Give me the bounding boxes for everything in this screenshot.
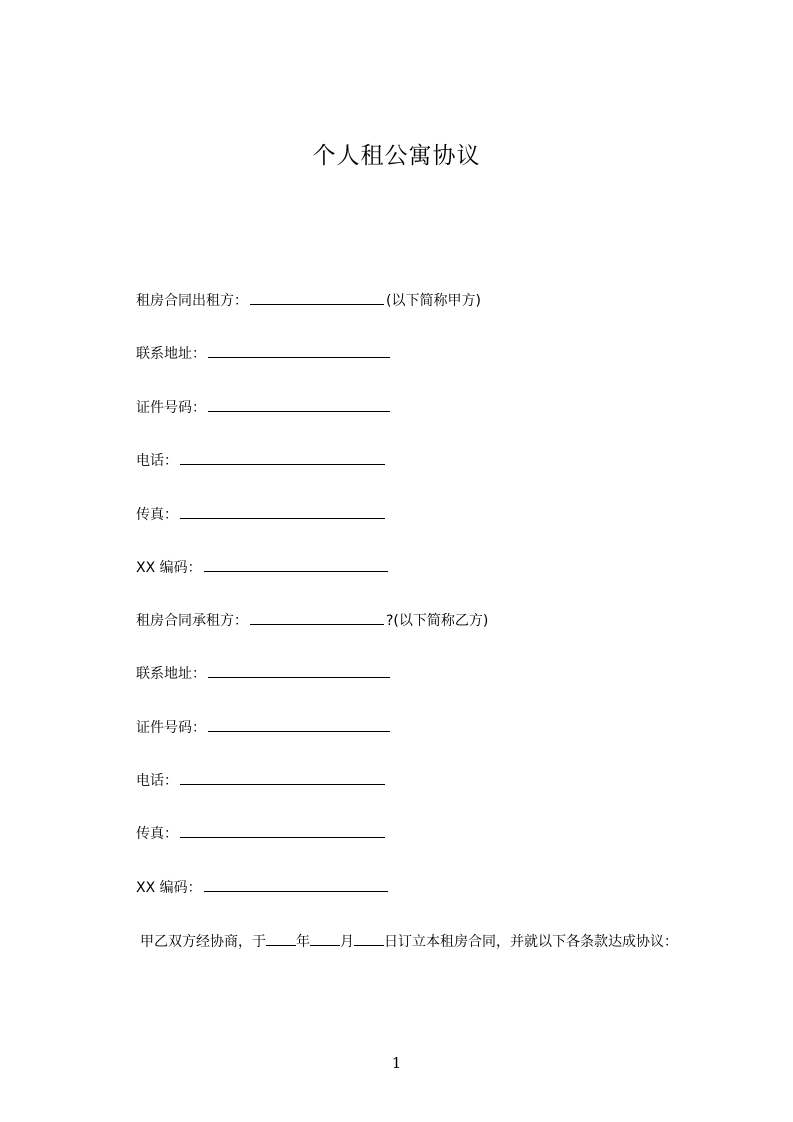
lessee-id-label: 证件号码： bbox=[136, 720, 206, 736]
lessor-id-label: 证件号码： bbox=[136, 400, 206, 416]
page-number: 1 bbox=[391, 1054, 402, 1072]
lessee-phone-label: 电话： bbox=[136, 773, 178, 789]
lessee-address-label: 联系地址： bbox=[136, 666, 206, 682]
lessor-address-blank[interactable] bbox=[208, 342, 390, 358]
agreement-text-part1: 甲乙双方经协商，于 bbox=[140, 934, 266, 950]
agreement-paragraph bbox=[104, 930, 704, 955]
lessor-postcode-label: XX 编码： bbox=[136, 560, 202, 576]
lessor-id-blank[interactable] bbox=[208, 396, 390, 412]
lessor-name-blank[interactable] bbox=[250, 289, 384, 305]
month-label: 月 bbox=[340, 934, 354, 950]
lessor-id-field bbox=[136, 396, 390, 419]
lessor-address-field bbox=[136, 342, 390, 365]
year-blank[interactable] bbox=[266, 930, 296, 946]
lessee-postcode-label: XX 编码： bbox=[136, 880, 202, 896]
year-label: 年 bbox=[296, 934, 310, 950]
lessee-fax-label: 传真： bbox=[136, 826, 178, 842]
lessor-postcode-blank[interactable] bbox=[204, 556, 388, 572]
lessor-phone-blank[interactable] bbox=[180, 449, 385, 465]
agreement-text-part2: 日订立本租房合同，并就以下各条款达成协议： bbox=[384, 934, 678, 950]
lessor-name-label: 租房合同出租方： bbox=[136, 293, 248, 309]
lessor-postcode-field bbox=[136, 556, 388, 579]
document-title: 个人租公寓协议 bbox=[312, 143, 481, 169]
lessee-name-suffix: ?(以下简称乙方) bbox=[386, 613, 489, 629]
month-blank[interactable] bbox=[310, 930, 340, 946]
lessor-fax-label: 传真： bbox=[136, 507, 178, 523]
day-blank[interactable] bbox=[354, 930, 384, 946]
lessee-name-field bbox=[136, 609, 488, 632]
lessee-postcode-field bbox=[136, 876, 388, 899]
lessee-name-label: 租房合同承租方： bbox=[136, 613, 248, 629]
lessee-phone-blank[interactable] bbox=[180, 769, 385, 785]
lessee-postcode-blank[interactable] bbox=[204, 876, 388, 892]
lessee-id-field bbox=[136, 716, 390, 739]
lessee-address-blank[interactable] bbox=[208, 662, 390, 678]
lessee-fax-blank[interactable] bbox=[180, 822, 385, 838]
lessee-address-field bbox=[136, 662, 390, 685]
lessor-fax-field bbox=[136, 503, 385, 526]
lessee-phone-field bbox=[136, 769, 385, 792]
lessor-phone-label: 电话： bbox=[136, 453, 178, 469]
lessee-name-blank[interactable] bbox=[250, 609, 384, 625]
lessor-phone-field bbox=[136, 449, 385, 472]
lessee-fax-field bbox=[136, 822, 385, 845]
lessor-name-field bbox=[136, 289, 481, 312]
lessee-id-blank[interactable] bbox=[208, 716, 390, 732]
lessor-address-label: 联系地址： bbox=[136, 346, 206, 362]
lessor-fax-blank[interactable] bbox=[180, 503, 385, 519]
lessor-name-suffix: (以下简称甲方) bbox=[386, 293, 481, 309]
